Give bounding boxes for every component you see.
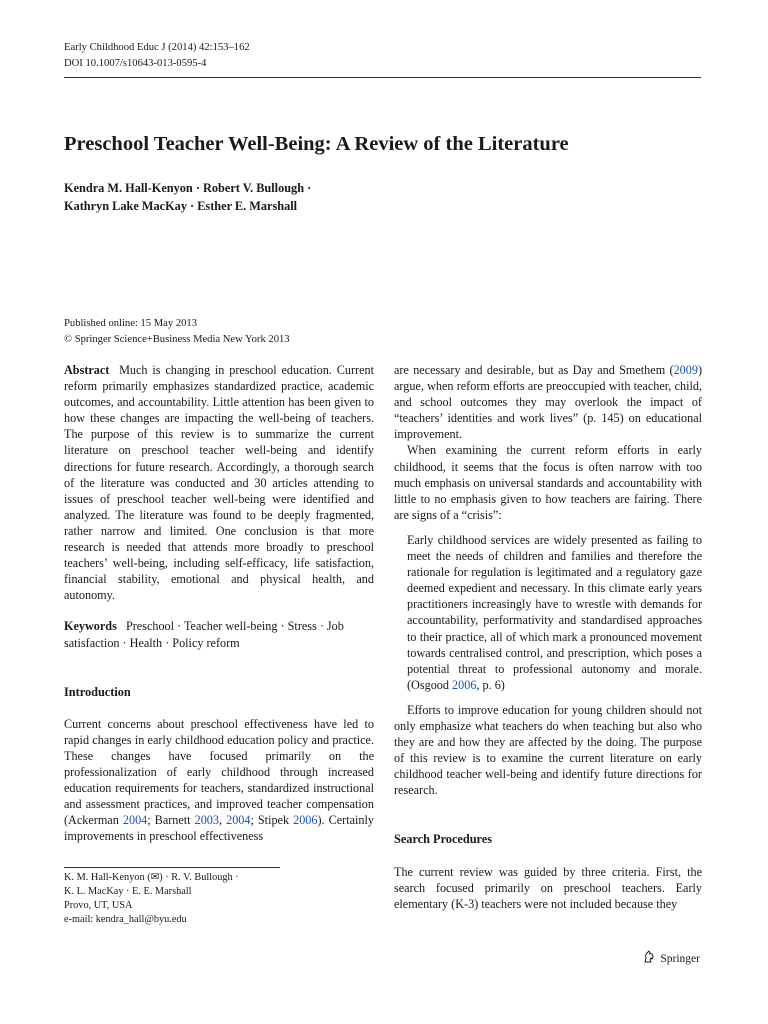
ref-ackerman-link[interactable]: 2004 <box>122 813 148 828</box>
copyright: © Springer Science+Business Media New York 2013 <box>64 334 290 345</box>
ref-stipek-link[interactable]: 2006 <box>293 813 318 828</box>
right-paragraph-2: When examining the current reform efforts in early childhood, it seems that the focus is often narrow with too much emphasis on universal standards and accountability with little to no emphasis given to how teachers are fairing. There are signs of a “crisis”: <box>394 443 702 522</box>
abstract <box>64 362 374 603</box>
ref-barnett-2004-link[interactable]: 2004 <box>226 813 251 828</box>
journal-doi: DOI 10.1007/s10643-013-0595-4 <box>64 58 207 69</box>
publication-info <box>64 316 290 348</box>
right-paragraph-3: Efforts to improve education for young children should not only emphasize what teachers do when teaching but also who they are and how they are affected by the doing. The purpose of this review is to examine the current literature on early childhood teacher well-being and identify future directions for research. <box>394 702 702 798</box>
affiliation-email: e-mail: kendra_hall@byu.edu <box>64 914 187 925</box>
intro-text: Current concerns about preschool effectiveness have led to rapid changes in early childhood education policy and practice. These changes have focused primarily on the professionalization of early childhood through increased education requirements for teachers, standardized instructional and assessment practices, and improved teacher compensation (Ackerman <box>64 716 374 828</box>
ref-osgood-link[interactable]: 2006 <box>452 677 477 692</box>
introduction-heading: Introduction <box>64 684 131 699</box>
intro-text: ; Stipek <box>250 813 294 828</box>
ref-day-link[interactable]: 2009 <box>673 363 698 377</box>
intro-text: ). Certainly improvements in preschool effectiveness <box>64 813 374 844</box>
introduction-paragraph <box>64 716 374 845</box>
intro-text: , <box>218 813 227 828</box>
quote-text: Early childhood services are widely presented as failing to meet the needs of children and families and therefore the rationale for regulation is legitimated and a regulatory gaze deemed expedient and necessary. In this climate early years practitioners increasingly have to wrestle with demands for accountability, performativity and standardised approaches to their practice, all of which mark a pronounced movement towards centralised control, and prescription, which poses a potential threat to professional autonomy and morale. (Osgood <box>407 532 702 692</box>
springer-horse-icon <box>642 950 656 967</box>
body-text: ) argue, when reform efforts are preoccupied with teacher, child, and school outcomes they may overlook the impact of “teachers’ identities and work lives” (p. 145) on educational improvement. <box>394 363 702 442</box>
quote-text: , p. 6) <box>476 677 505 692</box>
affiliation-line-2: K. L. MacKay · E. E. Marshall <box>64 886 192 897</box>
journal-citation: Early Childhood Educ J (2014) 42:153–162 <box>64 42 250 53</box>
author-list <box>64 179 311 215</box>
author-line-1: Kendra M. Hall-Kenyon · Robert V. Bullough · <box>64 181 312 195</box>
abstract-text: Much is changing in preschool education. Current reform primarily emphasizes standardized practice, academic outcomes, and accountability. Little attention has been given to how these changes are impacting the well-being of teachers. The purpose of this review is to summarize the current literature on preschool teacher well-being and identify directions for future research. Accordingly, a thorough search of the literature was conducted and 30 articles attending to issues of preschool teacher well-being were identified and analyzed. The literature was found to be deeply fragmented, rather narrow and limited. One conclusion is that more research is needed that attends more broadly to preschool teachers’ well-being, including self-efficacy, life satisfaction, financial stability, emotional and physical health, and autonomy. <box>64 363 375 603</box>
affiliation-line-1: K. M. Hall-Kenyon (✉) · R. V. Bullough · <box>64 872 239 883</box>
affiliation-line-3: Provo, UT, USA <box>64 900 133 911</box>
author-line-2: Kathryn Lake MacKay · Esther E. Marshall <box>64 199 298 213</box>
search-procedures-heading: Search Procedures <box>394 832 493 847</box>
search-procedures-text: The current review was guided by three criteria. First, the search focused primarily on preschool teachers. Early elementary (K-3) teachers were not included because they <box>394 864 702 911</box>
keywords-text: Preschool · Teacher well-being · Stress · Job satisfaction · Health · Policy reform <box>64 619 344 650</box>
abstract-label: Abstract <box>64 363 110 377</box>
left-column <box>64 362 374 844</box>
ref-barnett-2003-link[interactable]: 2003 <box>194 813 219 828</box>
block-quote <box>407 532 702 693</box>
journal-header <box>64 40 250 72</box>
right-paragraph-1 <box>394 362 702 442</box>
published-date: Published online: 15 May 2013 <box>64 318 198 329</box>
intro-text: ; Barnett <box>147 813 195 828</box>
body-text: are necessary and desirable, but as Day and Smethem ( <box>394 363 674 377</box>
right-column <box>394 362 702 912</box>
paper-title: Preschool Teacher Well-Being: A Review of the Literature <box>64 133 569 155</box>
publisher-mark <box>642 950 700 967</box>
footnote-rule <box>64 867 280 868</box>
header-rule <box>64 77 701 78</box>
publisher-name: Springer <box>660 952 700 965</box>
affiliation <box>64 871 239 927</box>
keywords <box>64 618 374 650</box>
keywords-label: Keywords <box>64 619 117 634</box>
